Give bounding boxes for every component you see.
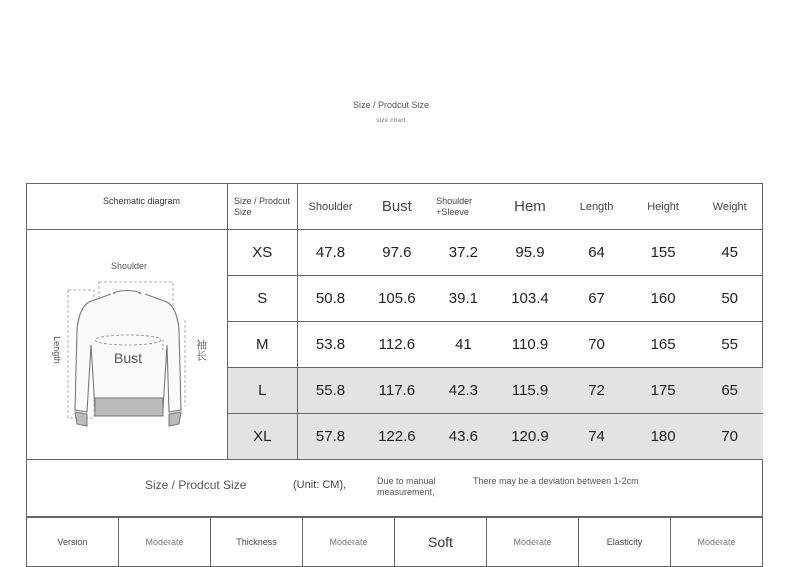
col-header-shoulder-sleeve: Shoulder +Sleeve: [430, 184, 497, 230]
table-cell: 70: [563, 322, 630, 368]
table-cell: 50: [696, 276, 763, 322]
table-cell: 53.8: [297, 322, 364, 368]
table-cell: 117.6: [364, 368, 431, 414]
table-cell: 65: [696, 368, 763, 414]
table-row: [228, 414, 763, 460]
table-header-row: [228, 184, 763, 230]
table-cell: 97.6: [364, 230, 431, 276]
sweater-diagram: [27, 230, 227, 460]
attr-label-thickness: Thickness: [211, 518, 303, 566]
table-cell: 42.3: [430, 368, 497, 414]
page-subtitle: size chart: [376, 118, 406, 124]
table-cell: 37.2: [430, 230, 497, 276]
table-cell: 122.6: [364, 414, 431, 460]
table-cell: 64: [563, 230, 630, 276]
table-cell: 115.9: [497, 368, 564, 414]
table-cell: 45: [696, 230, 763, 276]
col-header-weight: Weight: [696, 184, 763, 230]
attr-label-elasticity: Elasticity: [579, 518, 671, 566]
page-title: Size / Prodcut Size: [352, 100, 430, 110]
table-cell: 72: [563, 368, 630, 414]
fabric-attributes: [26, 517, 763, 567]
size-cell: XS: [228, 230, 297, 276]
table-cell: 50.8: [297, 276, 364, 322]
table-cell: 57.8: [297, 414, 364, 460]
table-cell: 103.4: [497, 276, 564, 322]
size-cell: S: [228, 276, 297, 322]
table-row: [228, 368, 763, 414]
table-cell: 175: [630, 368, 697, 414]
table-cell: 55: [696, 322, 763, 368]
diagram-header: Schematic diagram: [27, 184, 227, 230]
attr-value-soft: Moderate: [487, 518, 579, 566]
diagram-cell: [27, 184, 228, 459]
size-cell: L: [228, 368, 297, 414]
table-cell: 67: [563, 276, 630, 322]
attr-value-elasticity: Moderate: [697, 537, 736, 547]
table-cell: 180: [630, 414, 697, 460]
col-header-size: Size / Prodcut Size: [228, 184, 297, 230]
table-row: [228, 322, 763, 368]
table-cell: 120.9: [497, 414, 564, 460]
col-header-bust: Bust: [364, 184, 431, 230]
size-chart: [26, 183, 763, 460]
table-cell: 74: [563, 414, 630, 460]
table-cell: 105.6: [364, 276, 431, 322]
table-row: [228, 276, 763, 322]
attr-value-version: Moderate: [119, 518, 211, 566]
sleeve-label: 袖长: [194, 339, 208, 361]
size-cell: M: [228, 322, 297, 368]
attr-value-thickness: Moderate: [303, 518, 395, 566]
table-cell: 47.8: [297, 230, 364, 276]
note-unit: (Unit: CM),: [293, 479, 347, 491]
size-cell: XL: [228, 414, 297, 460]
note-deviation: There may be a deviation between 1-2cm: [473, 476, 639, 486]
attr-label-version: Version: [27, 518, 119, 566]
col-header-length: Length: [563, 184, 630, 230]
length-label: Length: [52, 336, 62, 364]
attr-label-soft: Soft: [395, 518, 487, 566]
table-cell: 39.1: [430, 276, 497, 322]
table-cell: 110.9: [497, 322, 564, 368]
table-cell: 41: [430, 322, 497, 368]
table-cell: 95.9: [497, 230, 564, 276]
col-header-hem: Hem: [497, 184, 564, 230]
bust-label: Bust: [113, 350, 143, 366]
table-cell: 112.6: [364, 322, 431, 368]
table-cell: 55.8: [297, 368, 364, 414]
size-table: [228, 184, 763, 459]
measurement-note: [26, 460, 763, 517]
table-cell: 155: [630, 230, 697, 276]
note-size-title: Size / Prodcut Size: [145, 478, 247, 492]
note-manual: Due to manual measurement,: [377, 476, 436, 497]
table-cell: 160: [630, 276, 697, 322]
sweater-illustration: [27, 230, 227, 460]
table-cell: 43.6: [430, 414, 497, 460]
table-cell: 165: [630, 322, 697, 368]
shoulder-label: Shoulder: [110, 261, 148, 271]
col-header-height: Height: [630, 184, 697, 230]
col-header-shoulder: Shoulder: [297, 184, 364, 230]
table-cell: 70: [696, 414, 763, 460]
table-row: [228, 230, 763, 276]
